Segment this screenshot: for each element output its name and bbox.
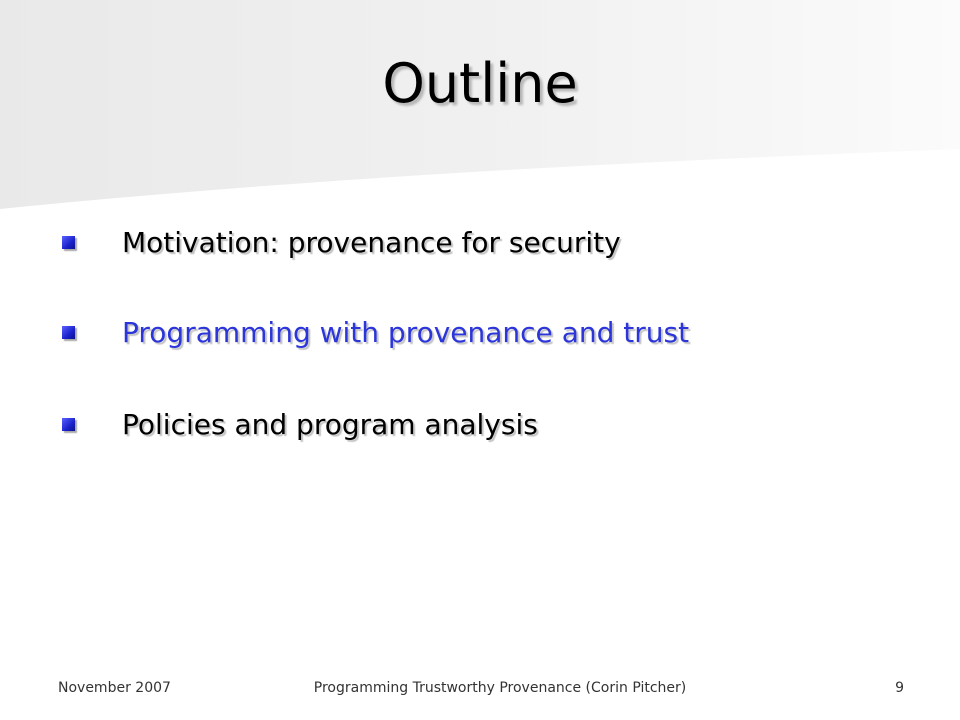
square-bullet-icon	[62, 326, 75, 339]
slide-number: 9	[895, 680, 904, 696]
bullet-item-motivation	[62, 222, 621, 262]
bullet-text: Policies and program analysis	[122, 407, 538, 441]
square-bullet-icon	[62, 236, 75, 249]
slide-title: Outline	[382, 52, 578, 115]
bullet-text: Programming with provenance and trust	[122, 315, 690, 349]
footer-date: November 2007	[58, 680, 171, 696]
bullet-text: Motivation: provenance for security	[122, 225, 621, 259]
footer-title: Programming Trustworthy Provenance (Corin Pitcher)	[313, 680, 687, 696]
square-bullet-icon	[62, 418, 75, 431]
bullet-item-programming	[62, 312, 689, 352]
bullet-item-policies	[62, 404, 538, 444]
